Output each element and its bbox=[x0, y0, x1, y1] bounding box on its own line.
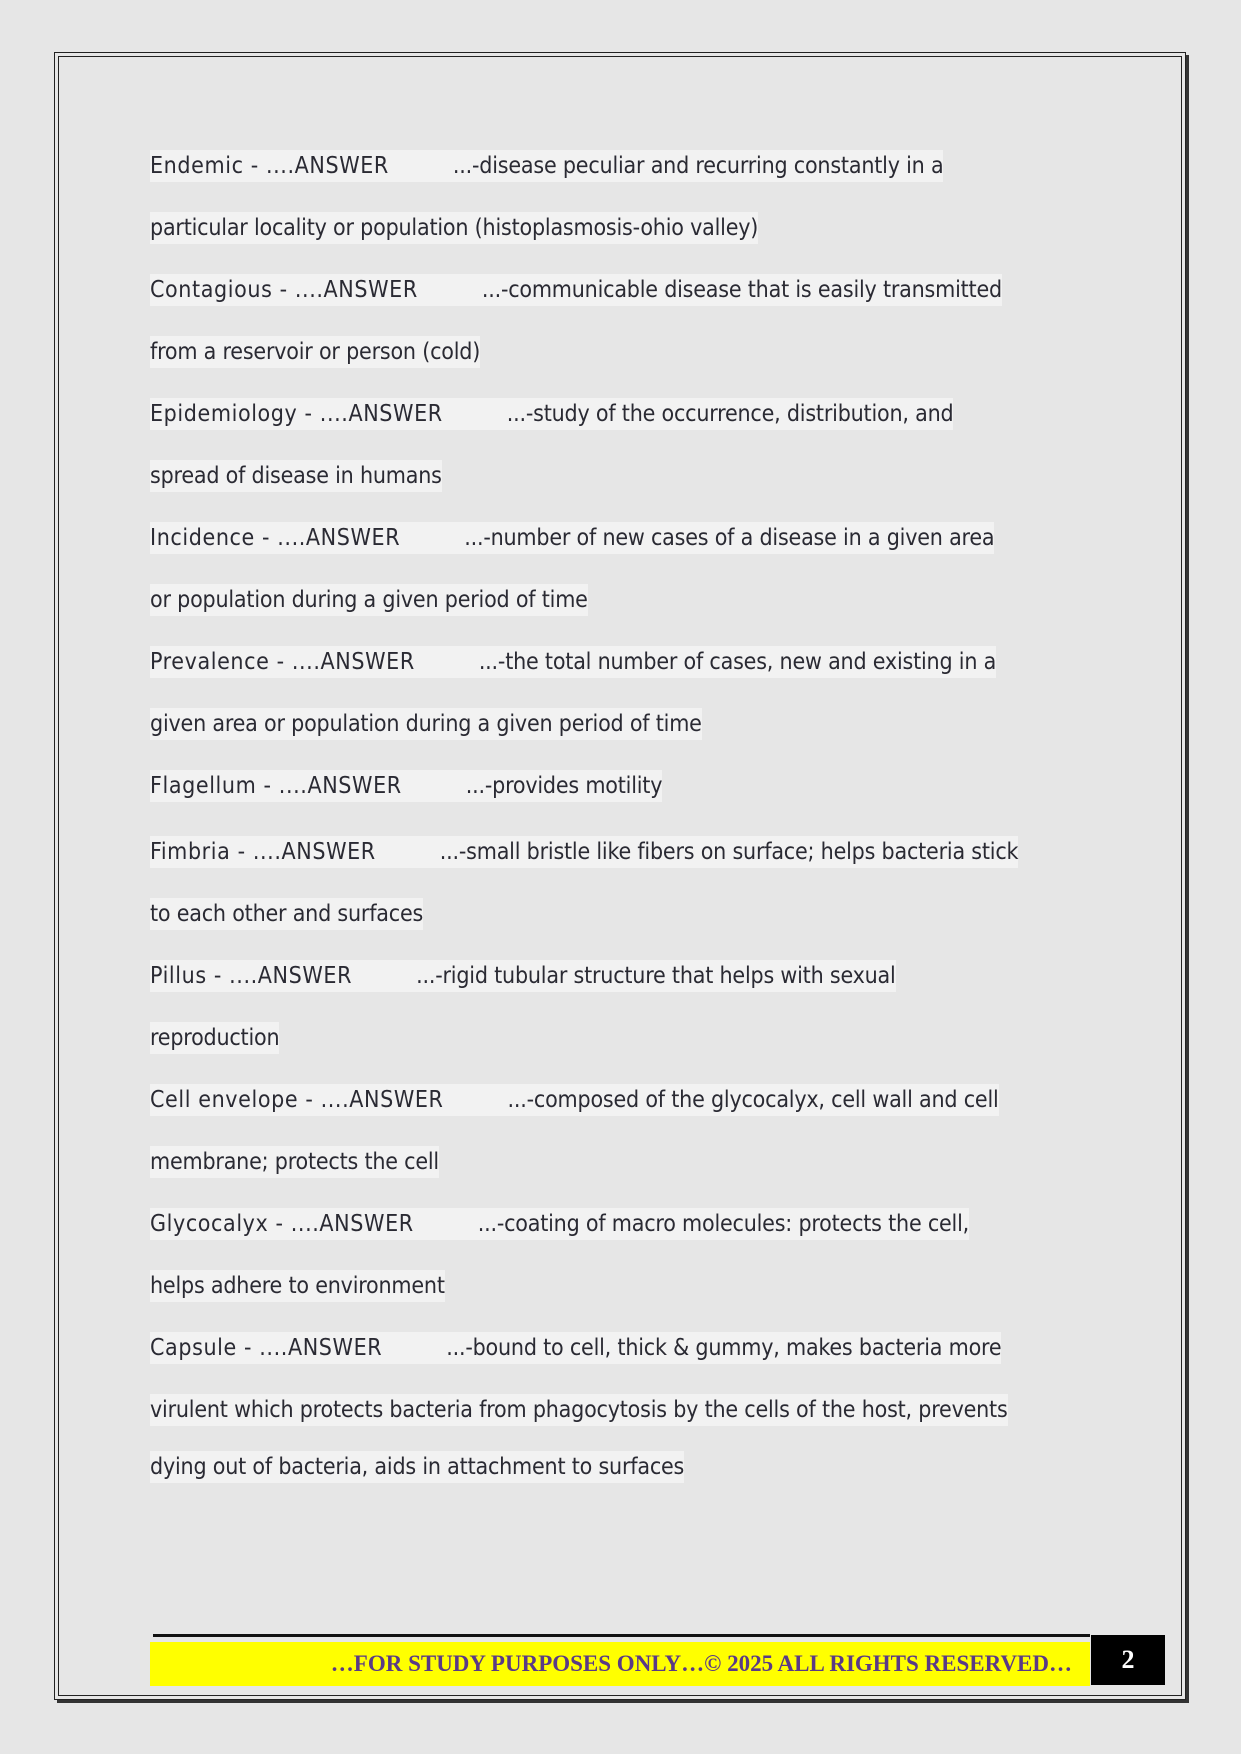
term-label: Cell envelope - ....ANSWER bbox=[150, 1087, 444, 1113]
flashcard-entry bbox=[150, 1084, 1090, 1208]
flashcard-entry bbox=[150, 274, 1090, 398]
term-label: Fimbria - ....ANSWER bbox=[150, 839, 376, 865]
term-label: Incidence - ....ANSWER bbox=[150, 525, 401, 551]
answer-text: ...-the total number of cases, new and existing in a bbox=[478, 649, 997, 675]
flashcard-entry bbox=[150, 646, 1090, 770]
footer-notice bbox=[150, 1642, 1090, 1686]
answer-text: ...-rigid tubular structure that helps with sexual bbox=[416, 963, 896, 989]
answer-continuation: virulent which protects bacteria from phagocytosis by the cells of the host, prevents bbox=[150, 1394, 1008, 1426]
answer-text: ...-bound to cell, thick & gummy, makes bacteria more bbox=[446, 1335, 1002, 1361]
page-number: 2 bbox=[1091, 1635, 1165, 1685]
answer-continuation: dying out of bacteria, aids in attachment to surfaces bbox=[150, 1451, 684, 1483]
term-label: Flagellum - ....ANSWER bbox=[150, 773, 402, 799]
term-label: Contagious - ....ANSWER bbox=[150, 277, 418, 303]
answer-continuation: particular locality or population (histoplasmosis-ohio valley) bbox=[150, 212, 758, 244]
flashcard-entry bbox=[150, 150, 1090, 274]
flashcard-entry bbox=[150, 1208, 1090, 1332]
answer-text: ...-small bristle like fibers on surface; helps bacteria stick bbox=[439, 839, 1019, 865]
footer-text: …FOR STUDY PURPOSES ONLY…© 2025 ALL RIGHTS RESERVED… bbox=[330, 1651, 1072, 1676]
answer-continuation: helps adhere to environment bbox=[150, 1270, 445, 1302]
flashcard-entry bbox=[150, 522, 1090, 646]
footer-rule bbox=[153, 1634, 1090, 1637]
term-label: Pillus - ....ANSWER bbox=[150, 963, 353, 989]
answer-continuation: from a reservoir or person (cold) bbox=[150, 336, 480, 368]
answer-text: ...-composed of the glycocalyx, cell wall and cell bbox=[507, 1087, 999, 1113]
answer-text: ...-number of new cases of a disease in a given area bbox=[464, 525, 995, 551]
answer-continuation: spread of disease in humans bbox=[150, 460, 442, 492]
term-label: Prevalence - ....ANSWER bbox=[150, 649, 415, 675]
answer-text: ...-disease peculiar and recurring constantly in a bbox=[452, 153, 944, 179]
flashcard-entry bbox=[150, 960, 1090, 1084]
answer-text: ...-communicable disease that is easily transmitted bbox=[481, 277, 1002, 303]
answer-text: ...-study of the occurrence, distribution, and bbox=[506, 401, 954, 427]
flashcard-entry bbox=[150, 1332, 1090, 1513]
answer-continuation: or population during a given period of time bbox=[150, 584, 588, 616]
flashcard-entry bbox=[150, 398, 1090, 522]
term-label: Glycocalyx - ....ANSWER bbox=[150, 1211, 414, 1237]
answer-continuation: membrane; protects the cell bbox=[150, 1146, 439, 1178]
flashcard-entry bbox=[150, 770, 1090, 836]
document-body bbox=[150, 150, 1090, 1513]
answer-continuation: given area or population during a given period of time bbox=[150, 708, 702, 740]
flashcard-entry bbox=[150, 836, 1090, 960]
term-label: Endemic - ....ANSWER bbox=[150, 153, 389, 179]
term-label: Capsule - ....ANSWER bbox=[150, 1335, 383, 1361]
answer-continuation: to each other and surfaces bbox=[150, 898, 423, 930]
answer-continuation: reproduction bbox=[150, 1022, 279, 1054]
term-label: Epidemiology - ....ANSWER bbox=[150, 401, 443, 427]
answer-text: ...-coating of macro molecules: protects the cell, bbox=[477, 1211, 970, 1237]
answer-text: ...-provides motility bbox=[465, 773, 663, 799]
